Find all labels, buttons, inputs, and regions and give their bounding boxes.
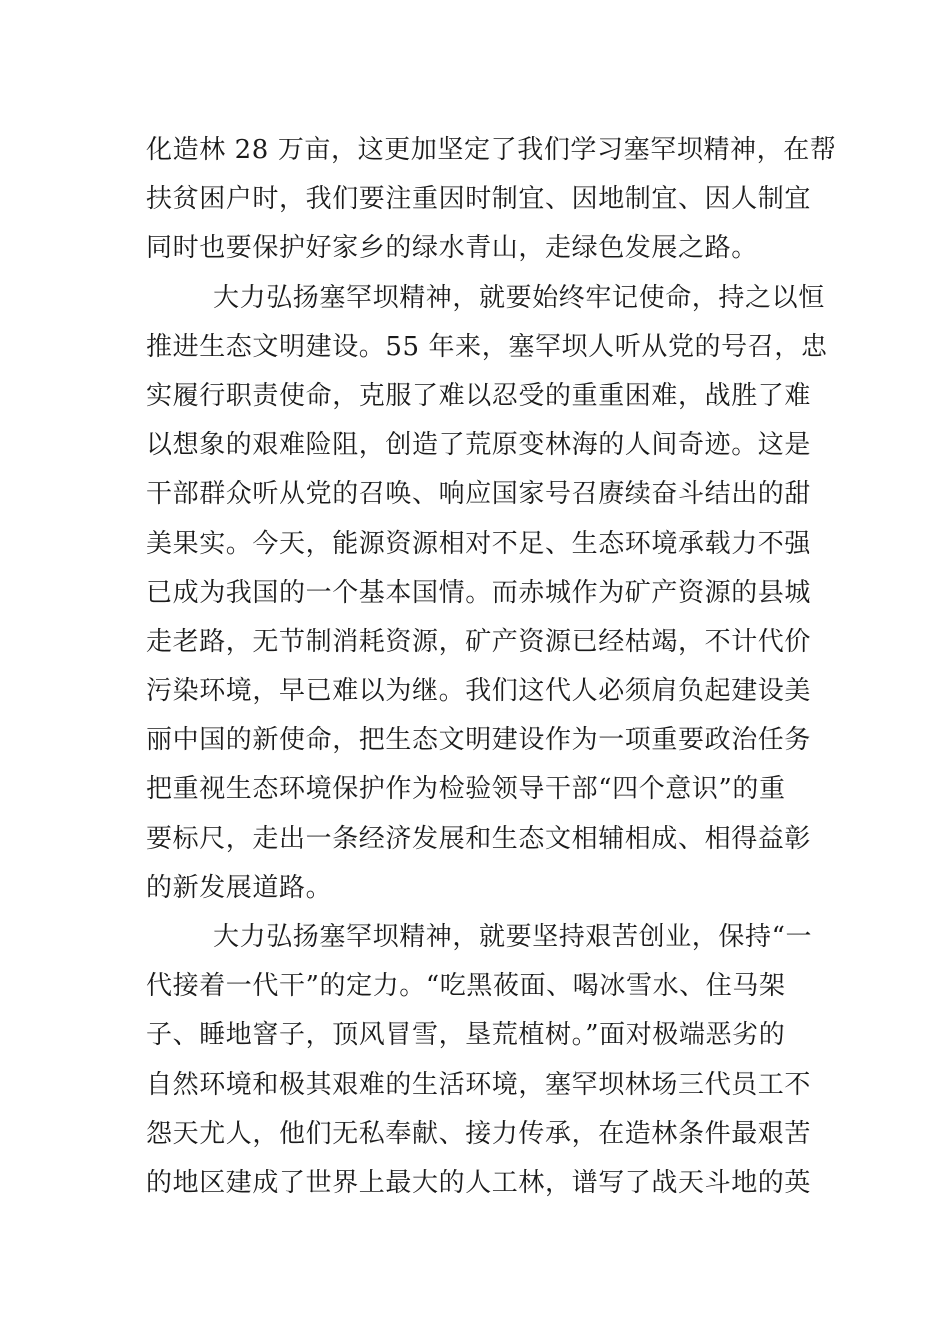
text-line: 同时也要保护好家乡的绿水青山，走绿色发展之路。 <box>146 233 758 264</box>
text-line: 子、睡地窨子，顶风冒雪，垦荒植树。”面对极端恶劣的 <box>146 1020 786 1051</box>
text-line: 自然环境和极其艰难的生活环境，塞罕坝林场三代员工不 <box>146 1069 812 1100</box>
text-line: 美果实。今天，能源资源相对不足、生态环境承载力不强 <box>146 528 812 559</box>
text-line: 的新发展道路。 <box>146 872 333 903</box>
text-line: 干部群众听从党的召唤、响应国家号召赓续奋斗结出的甜 <box>146 479 812 510</box>
text-line: 怨天尤人，他们无私奉献、接力传承，在造林条件最艰苦 <box>146 1118 812 1149</box>
text-line: 扶贫困户时，我们要注重因时制宜、因地制宜、因人制宜 <box>146 184 812 215</box>
text-line: 把重视生态环境保护作为检验领导干部“四个意识”的重 <box>146 774 786 805</box>
text-line: 已成为我国的一个基本国情。而赤城作为矿产资源的县城 <box>146 577 812 608</box>
text-line: 实履行职责使命，克服了难以忍受的重重困难，战胜了难 <box>146 380 812 411</box>
body-text <box>146 126 837 1208</box>
text-line: 走老路，无节制消耗资源，矿产资源已经枯竭，不计代价 <box>146 626 812 657</box>
paragraph-first-line: 大力弘扬塞罕坝精神，就要始终牢记使命，持之以恒 <box>213 282 825 313</box>
text-line: 要标尺，走出一条经济发展和生态文相辅相成、相得益彰 <box>146 823 812 854</box>
text-line: 污染环境，早已难以为继。我们这代人必须肩负起建设美 <box>146 676 812 707</box>
text-line: 推进生态文明建设。55 年来，塞罕坝人听从党的号召，忠 <box>146 331 828 362</box>
text-line: 的地区建成了世界上最大的人工林，谱写了战天斗地的英 <box>146 1167 812 1198</box>
paragraph-first-line: 大力弘扬塞罕坝精神，就要坚持艰苦创业，保持“一 <box>213 922 813 952</box>
text-line: 代接着一代干”的定力。“吃黑莜面、喝冰雪水、住马架 <box>146 971 786 1002</box>
text-line: 以想象的艰难险阻，创造了荒原变林海的人间奇迹。这是 <box>146 430 812 461</box>
text-line: 丽中国的新使命，把生态文明建设作为一项重要政治任务 <box>146 725 812 756</box>
text-line: 化造林 28 万亩，这更加坚定了我们学习塞罕坝精神，在帮 <box>146 135 837 165</box>
